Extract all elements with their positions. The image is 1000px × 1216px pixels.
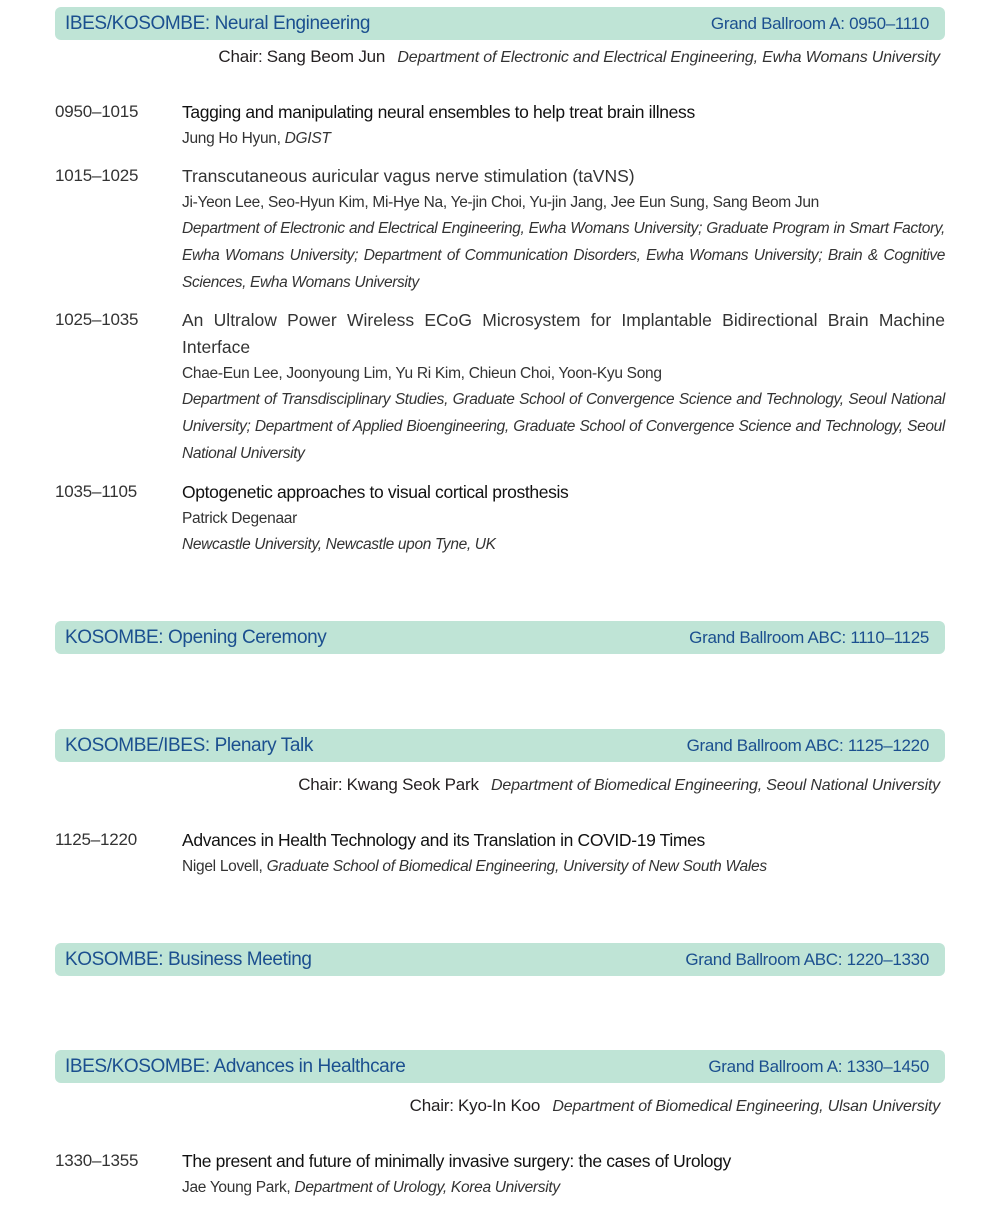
session-location: Grand Ballroom A: 0950–1110 [710,14,929,33]
session-chair [410,1096,940,1116]
talk-time: 1035–1105 [55,482,138,501]
talk-affiliation: Newcastle University, Newcastle upon Tyne, UK [182,536,496,553]
chair-name: Sang Beom Jun [266,47,386,66]
session-location: Grand Ballroom ABC: 1110–1125 [689,628,929,647]
chair-label: Chair: [218,47,263,66]
talk-authors: Ji-Yeon Lee, Seo-Hyun Kim, Mi-Hye Na, Ye-jin Choi, Yu-jin Jang, Jee Eun Sung, Sang Beom Jun [182,194,819,211]
talk-authors [182,126,945,152]
chair-name: Kwang Seok Park [346,775,479,794]
chair-label: Chair: [409,1096,454,1115]
session-title: KOSOMBE: Business Meeting [65,949,312,970]
session-title: KOSOMBE/IBES: Plenary Talk [65,735,313,756]
session-location: Grand Ballroom ABC: 1125–1220 [686,736,929,755]
talk-affiliation: Graduate School of Biomedical Engineering, University of New South Wales [266,858,767,875]
session-title: KOSOMBE: Opening Ceremony [65,627,327,648]
talk-author-names: Jung Ho Hyun, [182,130,281,147]
talk-time: 0950–1015 [55,102,139,121]
talk-title: An Ultralow Power Wireless ECoG Microsystem for Implantable Bidirectional Brain Machine Interface [182,310,945,357]
session-chair [218,47,940,67]
session-header [55,7,945,40]
talk-authors [182,854,945,880]
talk-affiliation: Department of Transdisciplinary Studies, Graduate School of Convergence Science and Technology, Seoul National University; Department of Applied Bioengineering, Graduate School of Convergence Science and Technology, Seoul National University [182,391,945,462]
chair-label: Chair: [298,775,343,794]
session-chair [298,775,940,795]
talk-title: Optogenetic approaches to visual cortical prosthesis [182,482,569,502]
talk-time: 1015–1025 [55,166,139,185]
talk-author-names: Jae Young Park, [182,1179,291,1196]
session-header [55,943,945,976]
session-title: IBES/KOSOMBE: Advances in Healthcare [65,1056,406,1077]
talk-title: Tagging and manipulating neural ensembles to help treat brain illness [182,102,695,122]
talk-time: 1125–1220 [55,830,138,849]
talk-title: Advances in Health Technology and its Translation in COVID-19 Times [182,830,705,850]
chair-affiliation: Department of Biomedical Engineering, Ulsan University [552,1098,940,1115]
talk-body [182,827,945,880]
talk-time: 1330–1355 [55,1151,139,1170]
talk-affiliation: Department of Urology, Korea University [294,1179,560,1196]
talk-body [182,479,945,559]
session-header [55,1050,945,1083]
talk-authors: Chae-Eun Lee, Joonyoung Lim, Yu Ri Kim, Chieun Choi, Yoon-Kyu Song [182,365,662,382]
talk-author-names: Nigel Lovell, [182,858,263,875]
session-header [55,729,945,762]
talk-authors [182,1175,945,1201]
talk-title: Transcutaneous auricular vagus nerve stimulation (taVNS) [182,166,635,186]
talk-time: 1025–1035 [55,310,139,329]
talk-affiliation: Department of Electronic and Electrical Engineering, Ewha Womans University; Graduate Program in Smart Factory, Ewha Womans University; Department of Communication Disorders, Ewha Womans University; Brain & Cognitive Sciences, Ewha Womans University [182,220,945,291]
chair-affiliation: Department of Electronic and Electrical Engineering, Ewha Womans University [397,49,940,66]
chair-affiliation: Department of Biomedical Engineering, Seoul National University [491,777,940,794]
session-header [55,621,945,654]
session-title: IBES/KOSOMBE: Neural Engineering [65,13,371,34]
talk-affiliation: DGIST [284,130,331,147]
chair-name: Kyo-In Koo [458,1096,541,1115]
session-location: Grand Ballroom ABC: 1220–1330 [685,950,929,969]
talk-body [182,163,945,296]
talk-authors: Patrick Degenaar [182,510,297,527]
talk-title: The present and future of minimally invasive surgery: the cases of Urology [182,1151,731,1171]
talk-body [182,307,945,467]
talk-body [182,99,945,152]
talk-body [182,1148,945,1201]
session-location: Grand Ballroom A: 1330–1450 [708,1057,929,1076]
